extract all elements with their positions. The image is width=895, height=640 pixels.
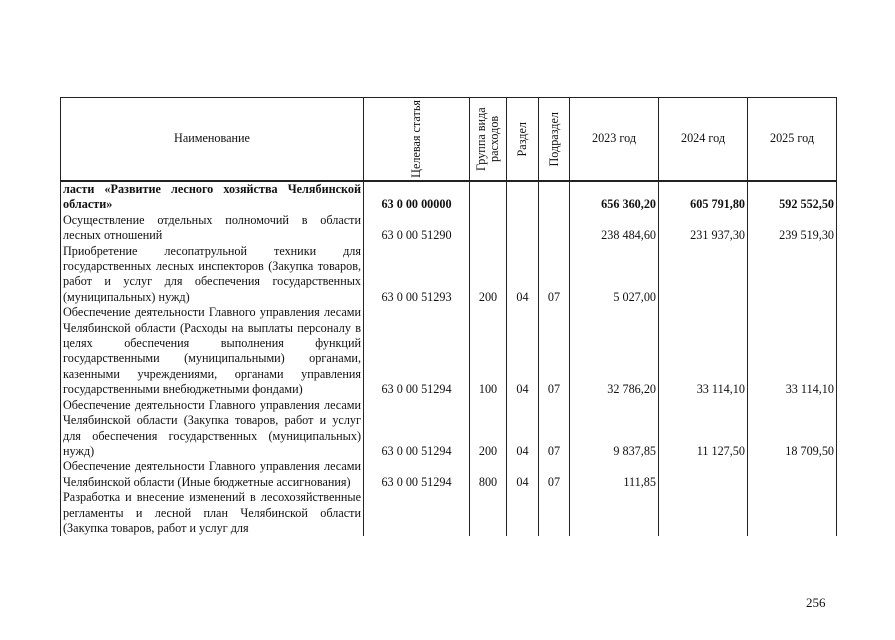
row-name: Обеспечение деятельности Главного управления лесами Челябинской области (Закупка товаров, работ и услуг для обеспечения государственных (муниципальных) нужд) xyxy=(61,398,364,460)
header-expense-group xyxy=(470,98,507,182)
row-subsection: 07 xyxy=(539,244,570,306)
table-row xyxy=(61,459,837,490)
row-section xyxy=(507,213,539,244)
row-name: Обеспечение деятельности Главного управления лесами Челябинской области (Расходы на выплаты персоналу в целях обеспечения выполнения функций государственными (муниципальными) органами, казенными учреждениями, органами управления государственными внебюджетными фондами) xyxy=(61,305,364,397)
row-2023: 238 484,60 xyxy=(570,213,659,244)
row-subsection xyxy=(539,213,570,244)
row-section: 04 xyxy=(507,244,539,306)
row-section: 04 xyxy=(507,459,539,490)
row-2025: 592 552,50 xyxy=(748,181,837,213)
row-group xyxy=(470,213,507,244)
row-2025: 239 519,30 xyxy=(748,213,837,244)
row-subsection xyxy=(539,181,570,213)
row-group: 200 xyxy=(470,244,507,306)
row-section xyxy=(507,181,539,213)
row-group xyxy=(470,490,507,536)
row-2023: 32 786,20 xyxy=(570,305,659,397)
header-section-label: Раздел xyxy=(515,121,529,157)
row-2025 xyxy=(748,459,837,490)
row-target: 63 0 00 51294 xyxy=(364,459,470,490)
table-row xyxy=(61,181,837,213)
row-group: 200 xyxy=(470,398,507,460)
row-group xyxy=(470,181,507,213)
row-2025 xyxy=(748,244,837,306)
row-section xyxy=(507,490,539,536)
table-header-row xyxy=(61,98,837,182)
row-2025: 33 114,10 xyxy=(748,305,837,397)
row-target: 63 0 00 51290 xyxy=(364,213,470,244)
row-name: Разработка и внесение изменений в лесохозяйственные регламенты и лесной план Челябинской области (Закупка товаров, работ и услуг для xyxy=(61,490,364,536)
header-subsection xyxy=(539,98,570,182)
row-target xyxy=(364,490,470,536)
row-2023: 656 360,20 xyxy=(570,181,659,213)
row-group: 800 xyxy=(470,459,507,490)
row-2024: 11 127,50 xyxy=(659,398,748,460)
row-subsection: 07 xyxy=(539,305,570,397)
row-subsection: 07 xyxy=(539,459,570,490)
row-2023: 9 837,85 xyxy=(570,398,659,460)
budget-table xyxy=(60,97,837,536)
header-name: Наименование xyxy=(61,98,364,182)
row-subsection: 07 xyxy=(539,398,570,460)
row-2023: 111,85 xyxy=(570,459,659,490)
table-row xyxy=(61,490,837,536)
row-group: 100 xyxy=(470,305,507,397)
row-name: Приобретение лесопатрульной техники для государственных лесных инспекторов (Закупка товаров, работ и услуг для обеспечения государственных (муниципальных) нужд) xyxy=(61,244,364,306)
row-subsection xyxy=(539,490,570,536)
row-section: 04 xyxy=(507,305,539,397)
row-name: ласти «Развитие лесного хозяйства Челябинской области» xyxy=(61,181,364,213)
table-row xyxy=(61,244,837,306)
header-section xyxy=(507,98,539,182)
header-target xyxy=(364,98,470,182)
row-target: 63 0 00 00000 xyxy=(364,181,470,213)
row-name: Осуществление отдельных полномочий в области лесных отношений xyxy=(61,213,364,244)
row-2024: 231 937,30 xyxy=(659,213,748,244)
row-section: 04 xyxy=(507,398,539,460)
row-2025 xyxy=(748,490,837,536)
header-2025: 2025 год xyxy=(748,98,837,182)
header-subsection-label: Подраздел xyxy=(546,111,561,167)
header-2023: 2023 год xyxy=(570,98,659,182)
row-2023 xyxy=(570,490,659,536)
row-2024 xyxy=(659,490,748,536)
row-target: 63 0 00 51293 xyxy=(364,244,470,306)
page-number: 256 xyxy=(806,595,826,610)
row-target: 63 0 00 51294 xyxy=(364,398,470,460)
table-row xyxy=(61,398,837,460)
header-expense-group-label: Группа вида расходов xyxy=(474,107,501,171)
row-name: Обеспечение деятельности Главного управления лесами Челябинской области (Иные бюджетные ассигнования) xyxy=(61,459,364,490)
row-2024 xyxy=(659,244,748,306)
row-2023: 5 027,00 xyxy=(570,244,659,306)
row-2024 xyxy=(659,459,748,490)
row-target: 63 0 00 51294 xyxy=(364,305,470,397)
header-target-label: Целевая статья xyxy=(409,100,423,178)
table-row xyxy=(61,305,837,397)
row-2024: 33 114,10 xyxy=(659,305,748,397)
row-2024: 605 791,80 xyxy=(659,181,748,213)
table-row xyxy=(61,213,837,244)
row-2025: 18 709,50 xyxy=(748,398,837,460)
header-2024: 2024 год xyxy=(659,98,748,182)
